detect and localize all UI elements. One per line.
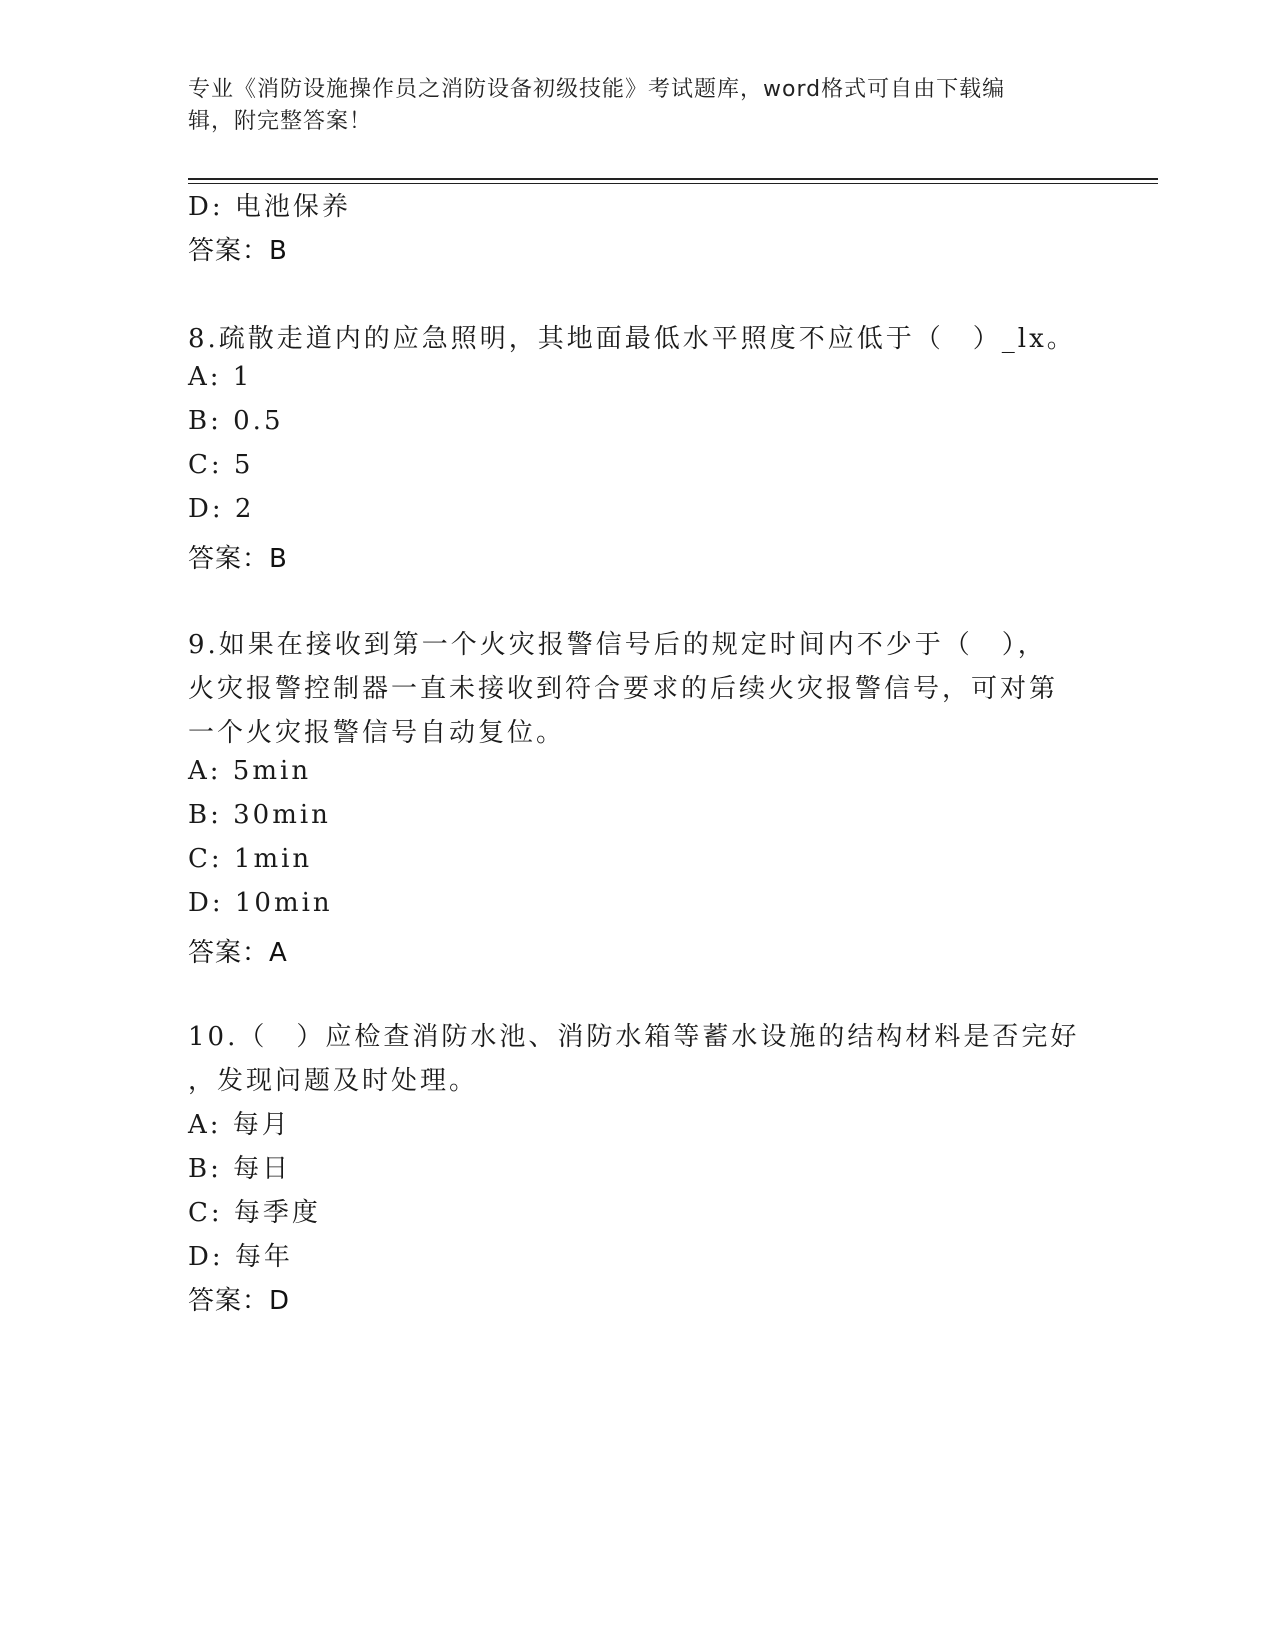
prev-answer: 答案：B (188, 236, 288, 266)
q10-option-a: A: 每月 (188, 1110, 291, 1140)
q8-option-b: B: 0.5 (188, 406, 284, 436)
q10-stem-line-2: ，发现问题及时处理。 (188, 1066, 479, 1096)
q9-option-c: C: 1min (188, 844, 313, 874)
q10-answer: 答案：D (188, 1286, 291, 1316)
q10-stem-line-1: 10.（ ）应检查消防水池、消防水箱等蓄水设施的结构材料是否完好 (188, 1022, 1080, 1052)
q10-option-d: D: 每年 (188, 1242, 293, 1272)
q8-option-a: A: 1 (188, 362, 253, 392)
prev-option-d: D: 电池保养 (188, 192, 351, 222)
q9-answer: 答案：A (188, 938, 288, 968)
q9-option-d: D: 10min (188, 888, 333, 918)
q9-option-a: A: 5min (188, 756, 312, 786)
q9-option-b: B: 30min (188, 800, 331, 830)
q9-stem-line-3: 一个火灾报警信号自动复位。 (188, 718, 566, 748)
header-divider-thin (188, 183, 1158, 184)
q8-option-c: C: 5 (188, 450, 254, 480)
header-line-1: 专业《消防设施操作员之消防设备初级技能》考试题库，word格式可自由下载编 (188, 77, 1006, 102)
q10-option-b: B: 每日 (188, 1154, 292, 1184)
q8-stem-line-1: 8.疏散走道内的应急照明，其地面最低水平照度不应低于（ ）_lx。 (188, 324, 1076, 354)
q9-stem-line-1: 9.如果在接收到第一个火灾报警信号后的规定时间内不少于（ ）， (188, 630, 1047, 660)
q10-option-c: C: 每季度 (188, 1198, 321, 1228)
header-divider-thick (188, 178, 1158, 180)
header-line-2: 辑，附完整答案！ (188, 109, 373, 134)
document-header (188, 74, 1088, 138)
q8-option-d: D: 2 (188, 494, 255, 524)
q9-stem-line-2: 火灾报警控制器一直未接收到符合要求的后续火灾报警信号，可对第 (188, 674, 1059, 704)
q8-answer: 答案：B (188, 544, 288, 574)
